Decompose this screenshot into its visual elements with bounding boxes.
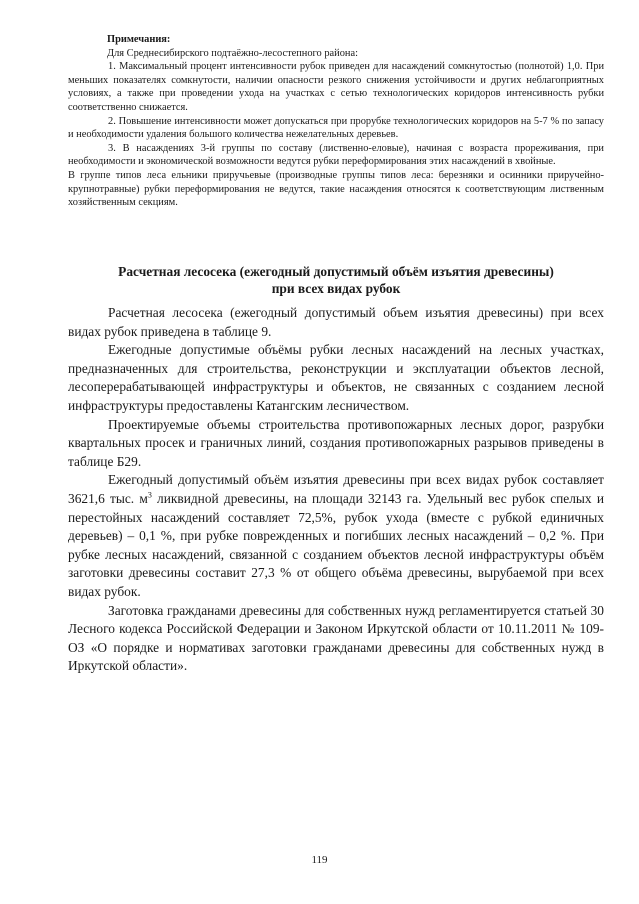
paragraph-3: Проектируемые объемы строительства противопожарных лесных дорог, разрубки квартальных просек и граничных линий, создания противопожарных разрывов приведены в таблице Б29. (68, 416, 604, 469)
body-text (68, 304, 604, 676)
notes-title: Примечания: (107, 34, 171, 45)
notes-block (68, 33, 604, 210)
notes-final: В группе типов леса ельники приручьевые (производные группы типов леса: березняки и осинники приручейно-крупнотравные) рубки переформирования не ведутся, такие насаждения относятся к соответствующим лиственным хозяйственным секциям. (68, 169, 604, 209)
heading-line-2: при всех видах рубок (271, 281, 401, 296)
cubic-superscript: 3 (147, 490, 152, 500)
note-item: 2. Повышение интенсивности может допускаться при прорубке технологических коридоров на 5-7 % по запасу и необходимости удаления большого количества нежелательных деревьев. (68, 115, 604, 141)
paragraph-4-part-a: Ежегодный допустимый объём изъятия древесины при всех видах рубок составляет 3621,6 тыс. м (68, 472, 604, 506)
section-heading (68, 263, 604, 297)
paragraph-5: Заготовка гражданами древесины для собственных нужд регламентируется статьей 30 Лесного кодекса Российской Федерации и Законом Иркутской области от 10.11.2011 № 109-ОЗ «О порядке и нормативах заготовки гражданами древесины для собственных нужд в Иркутской области». (68, 602, 604, 674)
heading-line-1: Расчетная лесосека (ежегодный допустимый объём изъятия древесины) (118, 264, 554, 279)
note-item: 1. Максимальный процент интенсивности рубок приведен для насаждений сомкнутостью (полнотой) 1,0. При меньших показателях сомкнутости, наличии опасности резкого снижения устойчивости и других неблагоприятных условиях, а также при проведении ухода на участках с сетью технологических коридоров интенсивность рубки соответственно снижается. (68, 61, 604, 113)
note-item: 3. В насаждениях 3-й группы по составу (лиственно-еловые), начиная с возраста прореживания, при необходимости и экономической возможности ведутся рубки переформирования этих насаждений в хвойные. (68, 142, 604, 168)
notes-subtitle: Для Среднесибирского подтаёжно-лесостепного района: (107, 47, 358, 59)
paragraph-1: Расчетная лесосека (ежегодный допустимый объем изъятия древесины) при всех видах рубок приведена в таблице 9. (68, 305, 604, 339)
paragraph-2: Ежегодные допустимые объёмы рубки лесных насаждений на лесных участках, предназначенных для строительства, реконструкции и эксплуатации объектов лесной, лесоперерабатывающей инфраструктуры и объектов, не связанных с созданием лесной инфраструктуры предоставлены Катангским лесничеством. (68, 342, 604, 413)
page-number: 119 (311, 854, 328, 866)
paragraph-4 (68, 471, 604, 601)
paragraph-4-part-b: ликвидной древесины, на площади 32143 га. Удельный вес рубок спелых и перестойных насаждений составляет 72,5%, рубок ухода (вместе с рубкой единичных деревьев) – 0,1 %, при рубке поврежденных и погибших лесных насаждений – 0,2 %. При рубке лесных насаждений, связанной с созданием объектов лесной инфраструктуры объём заготовки древесины составит 27,3 % от общего объёма древесины, вырубаемой при всех видах рубок. (68, 490, 604, 599)
